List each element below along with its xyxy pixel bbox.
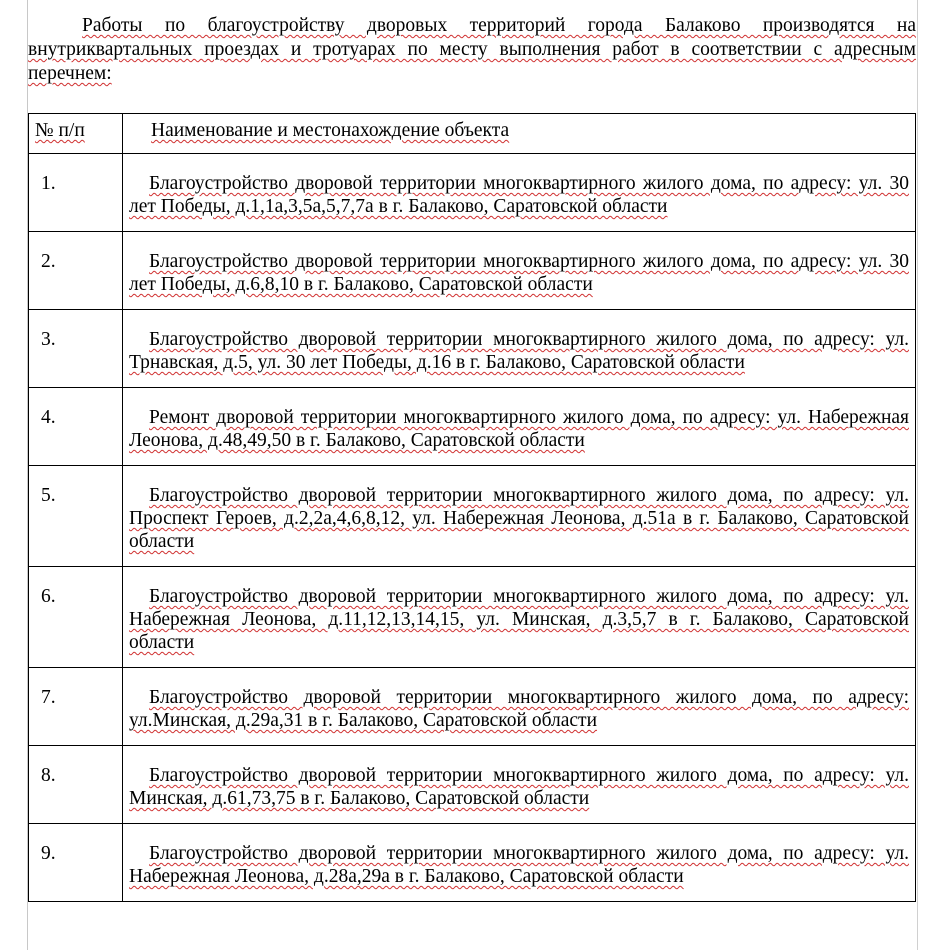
row-name: Благоустройство дворовой территории многоквартирного жилого дома, по адресу: ул. Набережная Леонова, д.11,12,13,14,15, ул. Минская, д.3,5,7 в г. Балаково, Саратовской области (123, 567, 916, 668)
row-num: 9. (29, 824, 123, 902)
table-row (29, 668, 916, 746)
row-num: 2. (29, 232, 123, 310)
table-row (29, 310, 916, 388)
row-num: 5. (29, 466, 123, 567)
row-num: 6. (29, 567, 123, 668)
table-header-row (29, 114, 916, 154)
header-name: Наименование и местонахождение объекта (123, 114, 916, 154)
row-num: 7. (29, 668, 123, 746)
table-row (29, 388, 916, 466)
row-num: 4. (29, 388, 123, 466)
table-body (29, 154, 916, 902)
objects-table (28, 113, 916, 902)
intro-paragraph (28, 14, 916, 86)
table-row (29, 746, 916, 824)
row-name: Благоустройство дворовой территории многоквартирного жилого дома, по адресу: ул. Трнавская, д.5, ул. 30 лет Победы, д.16 в г. Балаково, Саратовской области (123, 310, 916, 388)
table-row (29, 232, 916, 310)
row-name: Благоустройство дворовой территории многоквартирного жилого дома, по адресу: ул. Минская, д.61,73,75 в г. Балаково, Саратовской области (123, 746, 916, 824)
row-num: 3. (29, 310, 123, 388)
row-num: 1. (29, 154, 123, 232)
row-name: Благоустройство дворовой территории многоквартирного жилого дома, по адресу: ул. 30 лет Победы, д.1,1а,3,5а,5,7,7а в г. Балаково, Саратовской области (123, 154, 916, 232)
table-row (29, 567, 916, 668)
row-num: 8. (29, 746, 123, 824)
row-name: Благоустройство дворовой территории многоквартирного жилого дома, по адресу: ул. 30 лет Победы, д.6,8,10 в г. Балаково, Саратовской области (123, 232, 916, 310)
row-name: Благоустройство дворовой территории многоквартирного жилого дома, по адресу: ул.Минская, д.29а,31 в г. Балаково, Саратовской области (123, 668, 916, 746)
table-row (29, 466, 916, 567)
row-name: Ремонт дворовой территории многоквартирного жилого дома, по адресу: ул. Набережная Леонова, д.48,49,50 в г. Балаково, Саратовской области (123, 388, 916, 466)
table-row (29, 154, 916, 232)
table-row (29, 824, 916, 902)
intro-text: Работы по благоустройству дворовых территорий города Балаково производятся на внутриквартальных проездах и тротуарах по месту выполнения работ в соответствии с адресным перечнем: (28, 15, 916, 84)
right-margin-guide (917, 0, 918, 950)
row-name: Благоустройство дворовой территории многоквартирного жилого дома, по адресу: ул. Набережная Леонова, д.28а,29а в г. Балаково, Саратовской области (123, 824, 916, 902)
header-num: № п/п (29, 114, 123, 154)
row-name: Благоустройство дворовой территории многоквартирного жилого дома, по адресу: ул. Проспект Героев, д.2,2а,4,6,8,12, ул. Набережная Леонова, д.51а в г. Балаково, Саратовской области (123, 466, 916, 567)
